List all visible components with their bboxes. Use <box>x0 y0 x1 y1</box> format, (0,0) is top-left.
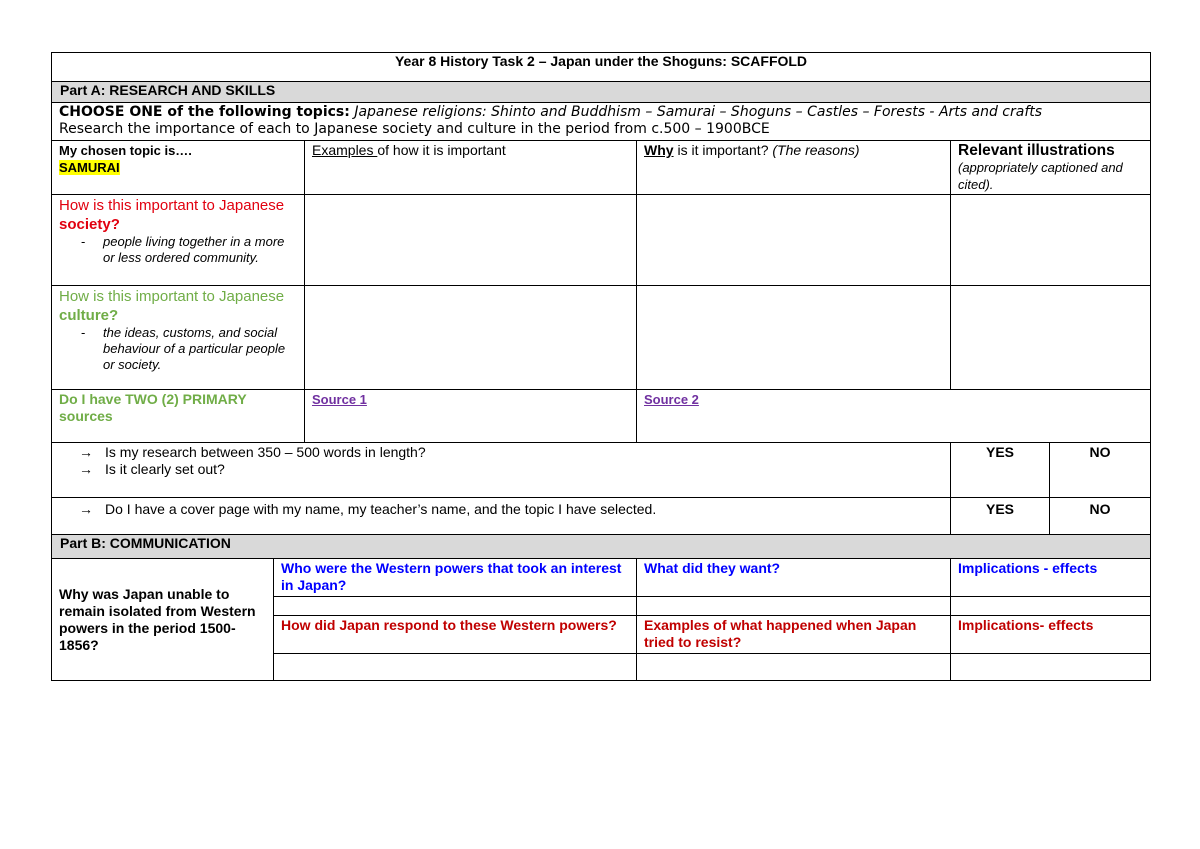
culture-illustrations-cell[interactable] <box>951 286 1151 390</box>
culture-examples-cell[interactable] <box>305 286 637 390</box>
check-length-text: Is my research between 350 – 500 words in length? <box>105 444 426 460</box>
source-2-cell[interactable] <box>637 390 1151 443</box>
scaffold-table <box>51 52 1151 681</box>
culture-question-text: How is this important to Japanese <box>59 288 285 305</box>
society-definition-list <box>59 234 297 266</box>
illustrations-note: (appropriately captioned and cited). <box>958 160 1123 192</box>
primary-sources-question: Do I have TWO (2) PRIMARY sources <box>52 390 305 443</box>
society-definition: - people living together in a more or less ordered community. <box>103 234 297 266</box>
implications-header-2: Implications- effects <box>951 616 1151 654</box>
yes-option-length[interactable]: YES <box>951 443 1050 498</box>
society-question-cell <box>52 195 305 286</box>
source-1-link[interactable]: Source 1 <box>312 392 367 407</box>
title-row <box>52 53 1151 82</box>
part-b-question: Why was Japan unable to remain isolated from Western powers in the period 1500-1856? <box>52 559 274 681</box>
society-keyword: society? <box>59 216 120 233</box>
page-title: Year 8 History Task 2 – Japan under the Shoguns: SCAFFOLD <box>52 53 1151 82</box>
check-item-layout <box>59 461 943 478</box>
society-examples-cell[interactable] <box>305 195 637 286</box>
header-row <box>52 141 1151 195</box>
yes-option-cover[interactable]: YES <box>951 498 1050 535</box>
why-header <box>637 141 951 195</box>
source-1-cell[interactable] <box>305 390 637 443</box>
society-why-cell[interactable] <box>637 195 951 286</box>
society-question <box>59 196 297 234</box>
implications-answer-1[interactable] <box>951 597 1151 616</box>
what-they-wanted-header: What did they want? <box>637 559 951 597</box>
culture-question <box>59 287 297 325</box>
cover-check-row <box>52 498 1151 535</box>
topics-cell <box>52 103 1151 141</box>
part-a-heading-row <box>52 82 1151 103</box>
part-b-heading: Part B: COMMUNICATION <box>52 535 1151 559</box>
no-option-cover[interactable]: NO <box>1050 498 1151 535</box>
implications-answer-2[interactable] <box>951 654 1151 681</box>
culture-keyword: culture? <box>59 307 119 324</box>
why-reasons: (The reasons) <box>772 142 860 158</box>
examples-underlined: Examples <box>312 142 378 158</box>
research-line: Research the importance of each to Japanese society and culture in the period from c.500 – 1900BCE <box>59 121 770 137</box>
examples-header <box>305 141 637 195</box>
check-layout-text: Is it clearly set out? <box>105 461 225 477</box>
chosen-topic-label: My chosen topic is…. <box>59 143 192 158</box>
cover-check-cell <box>52 498 951 535</box>
culture-definition-list <box>59 325 297 373</box>
part-b-row-1 <box>52 559 1151 597</box>
chosen-topic-cell[interactable] <box>52 141 305 195</box>
resist-examples-header: Examples of what happened when Japan tried to resist? <box>637 616 951 654</box>
no-option-length[interactable]: NO <box>1050 443 1151 498</box>
resist-examples-answer[interactable] <box>637 654 951 681</box>
implications-header-1: Implications - effects <box>951 559 1151 597</box>
culture-row <box>52 286 1151 390</box>
society-illustrations-cell[interactable] <box>951 195 1151 286</box>
topics-lead: CHOOSE ONE of the following topics: <box>59 104 350 120</box>
illustrations-header <box>951 141 1151 195</box>
length-check-row <box>52 443 1151 498</box>
illustrations-title: Relevant illustrations <box>958 142 1115 159</box>
society-row <box>52 195 1151 286</box>
what-they-wanted-answer[interactable] <box>637 597 951 616</box>
culture-definition: - the ideas, customs, and social behaviour of a particular people or society. <box>103 325 297 373</box>
part-b-heading-row <box>52 535 1151 559</box>
society-question-text: How is this important to Japanese <box>59 197 285 214</box>
arrow-icon: → <box>79 444 93 460</box>
western-powers-answer[interactable] <box>274 597 637 616</box>
japan-response-header: How did Japan respond to these Western powers? <box>274 616 637 654</box>
chosen-topic-value: SAMURAI <box>59 160 120 175</box>
japan-response-answer[interactable] <box>274 654 637 681</box>
check-item-length <box>59 444 943 461</box>
arrow-icon: → <box>79 501 93 517</box>
culture-question-cell <box>52 286 305 390</box>
why-rest: is it important? <box>673 142 773 158</box>
examples-rest: of how it is important <box>377 142 506 158</box>
sources-row <box>52 390 1151 443</box>
western-powers-header: Who were the Western powers that took an interest in Japan? <box>274 559 637 597</box>
topics-row <box>52 103 1151 141</box>
check-cover-text: Do I have a cover page with my name, my teacher’s name, and the topic I have selected. <box>105 501 657 517</box>
culture-why-cell[interactable] <box>637 286 951 390</box>
arrow-icon: → <box>79 461 93 477</box>
part-a-heading: Part A: RESEARCH AND SKILLS <box>52 82 1151 103</box>
source-2-link[interactable]: Source 2 <box>644 392 699 407</box>
topics-list: Japanese religions: Shinto and Buddhism – Samurai – Shoguns – Castles – Forests - Arts and crafts <box>354 104 1043 120</box>
length-check-cell <box>52 443 951 498</box>
why-underlined: Why <box>644 142 674 158</box>
